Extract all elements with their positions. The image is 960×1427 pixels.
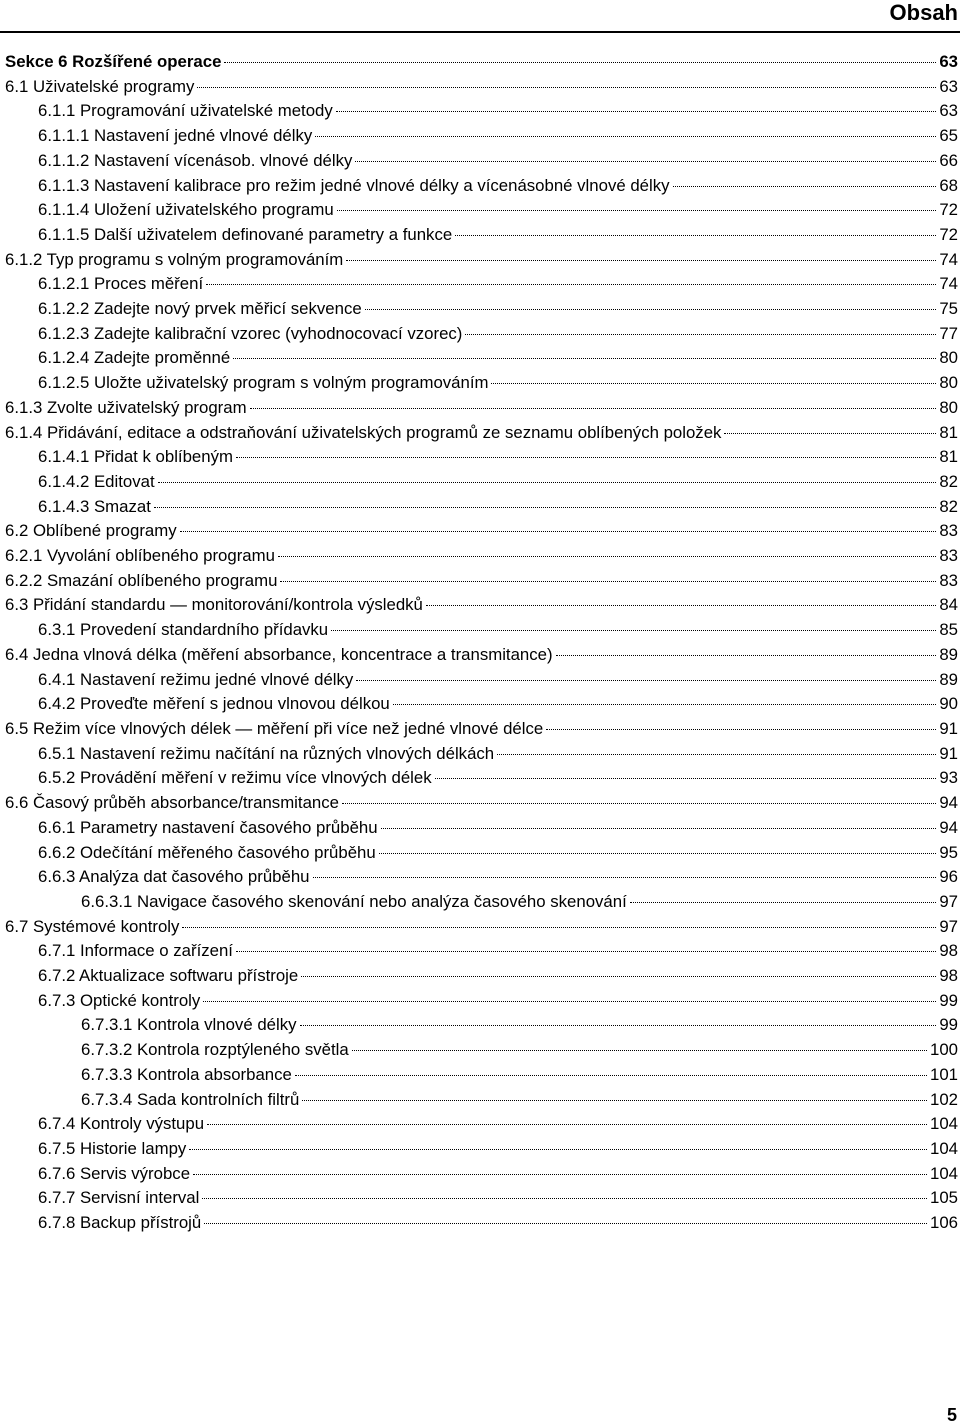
dot-leader — [426, 605, 936, 606]
toc-entry-page: 99 — [939, 1015, 958, 1035]
toc-entry[interactable] — [5, 915, 960, 940]
toc-entry-page: 83 — [939, 521, 958, 541]
toc-entry-title: 6.7.2 Aktualizace softwaru přístroje — [38, 966, 299, 986]
toc-entry-page: 97 — [939, 891, 958, 911]
toc-entry-title: 6.1.1.4 Uložení uživatelského programu — [38, 200, 334, 220]
toc-entry-title: 6.7.8 Backup přístrojů — [38, 1213, 202, 1233]
dot-leader — [435, 778, 937, 779]
toc-entry-title: 6.1.2.4 Zadejte proměnné — [38, 348, 231, 368]
toc-entry-page: 82 — [939, 496, 958, 516]
toc-entry[interactable] — [5, 1162, 960, 1187]
dot-leader — [336, 111, 937, 112]
page-number: 5 — [946, 1405, 957, 1425]
toc-entry-page: 91 — [939, 718, 958, 738]
toc-entry[interactable] — [5, 964, 960, 989]
toc-entry[interactable] — [5, 593, 960, 618]
toc-entry[interactable] — [5, 841, 960, 866]
dot-leader — [455, 235, 936, 236]
toc-entry[interactable] — [5, 1088, 960, 1113]
toc-entry-title: 6.7.7 Servisní interval — [38, 1188, 200, 1208]
dot-leader — [154, 507, 936, 508]
dot-leader — [365, 309, 937, 310]
toc-entry-title: 6.3.1 Provedení standardního přídavku — [38, 620, 329, 640]
toc-entry-page: 80 — [939, 397, 958, 417]
toc-entry-title: 6.4 Jedna vlnová délka (měření absorbance, koncentrace a transmitance) — [5, 644, 553, 664]
toc-entry[interactable] — [5, 346, 960, 371]
toc-entry[interactable] — [5, 174, 960, 199]
toc-entry-title: 6.6.2 Odečítání měřeného časového průběhu — [38, 842, 376, 862]
dot-leader — [180, 531, 937, 532]
toc-entry[interactable] — [5, 1112, 960, 1137]
toc-entry[interactable] — [5, 198, 960, 223]
dot-leader — [182, 927, 936, 928]
toc-entry[interactable] — [5, 742, 960, 767]
toc-entry-title: 6.2.2 Smazání oblíbeného programu — [5, 570, 278, 590]
toc-entry-title: 6.5.1 Nastavení režimu načítání na různých vlnových délkách — [38, 743, 495, 763]
toc-entry[interactable] — [5, 1211, 960, 1236]
toc-entry-page: 99 — [939, 990, 958, 1010]
toc-entry[interactable] — [5, 618, 960, 643]
toc-entry-page: 72 — [939, 200, 958, 220]
toc-entry-title: 6.1.4.3 Smazat — [38, 496, 151, 516]
dot-leader — [203, 1001, 936, 1002]
dot-leader — [197, 87, 936, 88]
toc-entry-title: 6.7.3.2 Kontrola rozptýleného světla — [81, 1040, 349, 1060]
dot-leader — [346, 260, 936, 261]
table-of-contents — [5, 50, 960, 1236]
toc-entry[interactable] — [5, 445, 960, 470]
toc-entry[interactable] — [5, 99, 960, 124]
toc-entry-title: 6.1.2 Typ programu s volným programováním — [5, 249, 344, 269]
dot-leader — [331, 630, 936, 631]
toc-entry-title: 6.7.3 Optické kontroly — [38, 990, 201, 1010]
toc-entry-title: 6.6.3 Analýza dat časového průběhu — [38, 867, 310, 887]
toc-entry-page: 101 — [930, 1064, 958, 1084]
toc-entry-page: 66 — [939, 150, 958, 170]
toc-entry-title: 6.7.1 Informace o zařízení — [38, 941, 233, 961]
toc-entry-page: 98 — [939, 966, 958, 986]
toc-entry[interactable] — [5, 865, 960, 890]
toc-entry[interactable] — [5, 149, 960, 174]
toc-entry-page: 63 — [939, 76, 958, 96]
toc-entry-title: 6.5 Režim více vlnových délek — měření při více než jedné vlnové délce — [5, 718, 544, 738]
toc-entry[interactable] — [5, 766, 960, 791]
toc-entry-page: 96 — [939, 867, 958, 887]
toc-entry[interactable] — [5, 297, 960, 322]
toc-entry[interactable] — [5, 421, 960, 446]
dot-leader — [356, 680, 936, 681]
toc-entry-page: 74 — [939, 249, 958, 269]
toc-entry-title: 6.7.4 Kontroly výstupu — [38, 1114, 205, 1134]
toc-entry-page: 89 — [939, 644, 958, 664]
dot-leader — [724, 433, 936, 434]
toc-entry-page: 81 — [939, 447, 958, 467]
toc-entry-title: 6.6 Časový průběh absorbance/transmitance — [5, 793, 339, 813]
toc-entry-title: 6.1.4.2 Editovat — [38, 471, 155, 491]
dot-leader — [342, 803, 936, 804]
toc-entry-page: 72 — [939, 224, 958, 244]
toc-entry[interactable] — [5, 569, 960, 594]
toc-entry-title: 6.7.5 Historie lampy — [38, 1138, 187, 1158]
dot-leader — [300, 1025, 937, 1026]
toc-entry[interactable] — [5, 668, 960, 693]
toc-entry-page: 85 — [939, 620, 958, 640]
toc-entry[interactable] — [5, 223, 960, 248]
toc-entry-page: 104 — [930, 1163, 958, 1183]
toc-entry-title: 6.2 Oblíbené programy — [5, 521, 177, 541]
toc-entry[interactable] — [5, 519, 960, 544]
toc-entry-title: 6.5.2 Provádění měření v režimu více vlnových délek — [38, 768, 432, 788]
toc-entry-title: 6.1.4 Přidávání, editace a odstraňování uživatelských programů ze seznamu oblíbených položek — [5, 422, 722, 442]
toc-entry-page: 106 — [930, 1213, 958, 1233]
dot-leader — [497, 754, 936, 755]
toc-entry-page: 63 — [939, 52, 958, 71]
toc-entry[interactable] — [5, 470, 960, 495]
dot-leader — [393, 704, 937, 705]
toc-entry-page: 89 — [939, 669, 958, 689]
dot-leader — [204, 1223, 927, 1224]
toc-entry-page: 95 — [939, 842, 958, 862]
dot-leader — [206, 284, 936, 285]
toc-entry-title: 6.1.1.1 Nastavení jedné vlnové délky — [38, 126, 313, 146]
toc-entry-page: 97 — [939, 916, 958, 936]
toc-entry-title: 6.1.2.2 Zadejte nový prvek měřicí sekvence — [38, 299, 362, 319]
toc-entry-title: 6.3 Přidání standardu — monitorování/kontrola výsledků — [5, 595, 423, 615]
dot-leader — [224, 62, 936, 63]
toc-entry-page: 84 — [939, 595, 958, 615]
toc-entry-page: 104 — [930, 1114, 958, 1134]
toc-entry-page: 90 — [939, 694, 958, 714]
dot-leader — [556, 655, 937, 656]
dot-leader — [295, 1075, 927, 1076]
toc-entry[interactable] — [5, 791, 960, 816]
page-title: Obsah — [889, 0, 958, 25]
toc-entry[interactable] — [5, 1013, 960, 1038]
toc-entry[interactable] — [5, 1038, 960, 1063]
toc-entry[interactable] — [5, 248, 960, 273]
toc-entry[interactable] — [5, 816, 960, 841]
toc-entry-title: 6.7.3.3 Kontrola absorbance — [81, 1064, 292, 1084]
toc-entry-page: 77 — [939, 323, 958, 343]
dot-leader — [546, 729, 936, 730]
toc-entry-page: 80 — [939, 373, 958, 393]
toc-entry[interactable] — [5, 272, 960, 297]
toc-entry-title: 6.1.4.1 Přidat k oblíbeným — [38, 447, 233, 467]
toc-entry[interactable] — [5, 1063, 960, 1088]
toc-entry[interactable] — [5, 495, 960, 520]
toc-entry-page: 63 — [939, 101, 958, 121]
toc-entry[interactable] — [5, 643, 960, 668]
toc-entry[interactable] — [5, 1137, 960, 1162]
toc-entry-page: 68 — [939, 175, 958, 195]
toc-entry-page: 83 — [939, 570, 958, 590]
dot-leader — [278, 556, 936, 557]
toc-entry-page: 80 — [939, 348, 958, 368]
dot-leader — [355, 161, 936, 162]
toc-entry-title: 6.1.2.1 Proces měření — [38, 274, 204, 294]
dot-leader — [379, 853, 937, 854]
dot-leader — [315, 136, 936, 137]
toc-entry-title: 6.7 Systémové kontroly — [5, 916, 180, 936]
toc-entry-title: 6.1.3 Zvolte uživatelský program — [5, 397, 247, 417]
toc-entry-title: 6.7.3.1 Kontrola vlnové délky — [81, 1015, 297, 1035]
dot-leader — [301, 976, 936, 977]
page-header — [0, 0, 960, 29]
toc-entry[interactable] — [5, 989, 960, 1014]
toc-entry-title: 6.7.6 Servis výrobce — [38, 1163, 191, 1183]
toc-entry-page: 93 — [939, 768, 958, 788]
toc-entry-page: 105 — [930, 1188, 958, 1208]
toc-entry-title: 6.2.1 Vyvolání oblíbeného programu — [5, 546, 275, 566]
toc-entry-title: 6.1.1 Programování uživatelské metody — [38, 101, 333, 121]
toc-entry[interactable] — [5, 717, 960, 742]
toc-entry-title: 6.1.2.3 Zadejte kalibrační vzorec (vyhodnocovací vzorec) — [38, 323, 463, 343]
toc-entry[interactable] — [5, 50, 960, 75]
dot-leader — [207, 1124, 927, 1125]
page-footer — [930, 1399, 960, 1427]
dot-leader — [250, 408, 937, 409]
toc-entry-page: 94 — [939, 817, 958, 837]
dot-leader — [491, 383, 936, 384]
toc-entry-page: 74 — [939, 274, 958, 294]
dot-leader — [630, 902, 937, 903]
dot-leader — [233, 358, 936, 359]
toc-entry-page: 104 — [930, 1138, 958, 1158]
toc-entry-title: 6.4.1 Nastavení režimu jedné vlnové délky — [38, 669, 354, 689]
toc-entry[interactable] — [5, 371, 960, 396]
toc-entry-title: 6.1.1.3 Nastavení kalibrace pro režim jedné vlnové délky a vícenásobné vlnové délky — [38, 175, 670, 195]
toc-entry-page: 102 — [930, 1089, 958, 1109]
toc-entry[interactable] — [5, 939, 960, 964]
dot-leader — [236, 457, 936, 458]
dot-leader — [313, 877, 937, 878]
toc-entry-title: Sekce 6 Rozšířené operace — [5, 52, 222, 71]
toc-entry-page: 100 — [930, 1040, 958, 1060]
dot-leader — [337, 210, 937, 211]
dot-leader — [352, 1050, 927, 1051]
dot-leader — [465, 334, 936, 335]
dot-leader — [202, 1198, 927, 1199]
toc-entry-title: 6.4.2 Proveďte měření s jednou vlnovou délkou — [38, 694, 390, 714]
toc-entry[interactable] — [5, 1186, 960, 1211]
toc-entry[interactable] — [5, 322, 960, 347]
toc-entry[interactable] — [5, 544, 960, 569]
toc-entry-page: 94 — [939, 793, 958, 813]
toc-entry[interactable] — [5, 890, 960, 915]
dot-leader — [280, 581, 936, 582]
dot-leader — [236, 951, 936, 952]
toc-entry-page: 98 — [939, 941, 958, 961]
toc-entry-page: 83 — [939, 546, 958, 566]
toc-entry-title: 6.1 Uživatelské programy — [5, 76, 195, 96]
dot-leader — [193, 1174, 927, 1175]
toc-entry-page: 82 — [939, 471, 958, 491]
toc-entry-title: 6.7.3.4 Sada kontrolních filtrů — [81, 1089, 300, 1109]
toc-entry-page: 75 — [939, 299, 958, 319]
dot-leader — [189, 1149, 927, 1150]
toc-entry-title: 6.1.2.5 Uložte uživatelský program s volným programováním — [38, 373, 489, 393]
toc-entry-page: 81 — [939, 422, 958, 442]
toc-entry-title: 6.6.3.1 Navigace časového skenování nebo analýza časového skenování — [81, 891, 627, 911]
dot-leader — [381, 828, 937, 829]
toc-entry-title: 6.1.1.5 Další uživatelem definované parametry a funkce — [38, 224, 453, 244]
toc-entry-title: 6.1.1.2 Nastavení vícenásob. vlnové délky — [38, 150, 353, 170]
toc-entry-page: 91 — [939, 743, 958, 763]
header-divider — [0, 31, 960, 33]
toc-entry[interactable] — [5, 75, 960, 100]
toc-entry-page: 65 — [939, 126, 958, 146]
dot-leader — [158, 482, 937, 483]
toc-entry[interactable] — [5, 396, 960, 421]
toc-entry[interactable] — [5, 124, 960, 149]
dot-leader — [673, 186, 937, 187]
dot-leader — [302, 1100, 927, 1101]
toc-entry-title: 6.6.1 Parametry nastavení časového průběhu — [38, 817, 378, 837]
toc-entry[interactable] — [5, 692, 960, 717]
